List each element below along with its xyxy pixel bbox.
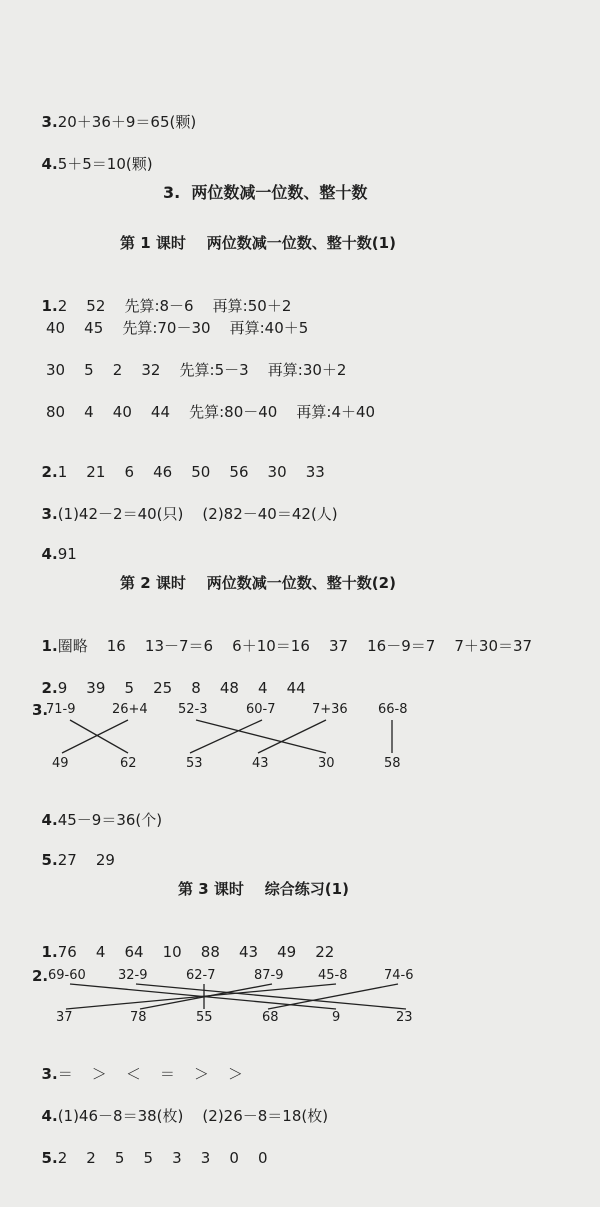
match-bottom-5: 9 (332, 1010, 341, 1025)
match-line (196, 720, 326, 753)
match-line (190, 720, 262, 753)
answer-text: (1)42－2＝40(只) (2)82－40＝42(人) (57, 505, 338, 523)
question-number: 3. (32, 701, 49, 719)
match-top-6: 74-6 (384, 968, 414, 983)
matching-lines (0, 980, 600, 1020)
lesson-title: 第 2 课时 两位数减一位数、整十数(2) (120, 574, 396, 592)
answer-text: 1 21 6 46 50 56 30 33 (57, 463, 325, 481)
match-bottom-1: 37 (56, 1010, 73, 1025)
match-top-3: 62-7 (186, 968, 216, 983)
match-bottom-4: 68 (262, 1010, 279, 1025)
answer-line (32, 922, 334, 962)
answer-text: 5＋5＝10(颗) (57, 155, 153, 173)
answer-line (32, 830, 115, 870)
match-bottom-6: 23 (396, 1010, 413, 1025)
question-number: 3. (41, 1065, 58, 1083)
answer-line (32, 1128, 268, 1168)
answer-text: 9 39 5 25 8 48 4 44 (57, 679, 306, 697)
answer-line (32, 1044, 243, 1084)
match-bottom-3: 53 (186, 756, 203, 771)
match-bottom-4: 43 (252, 756, 269, 771)
match-top-6: 66-8 (378, 702, 408, 717)
match-top-2: 32-9 (118, 968, 148, 983)
match-top-4: 87-9 (254, 968, 284, 983)
answer-line (32, 484, 338, 524)
match-line (268, 984, 398, 1009)
answer-text: 2 52 先算:8－6 再算:50＋2 (57, 297, 292, 315)
question-number: 2. (41, 463, 58, 481)
match-top-5: 45-8 (318, 968, 348, 983)
answer-text: ＝ ＞ ＜ ＝ ＞ ＞ (57, 1065, 244, 1083)
question-number: 2. (41, 679, 58, 697)
question-number: 1. (41, 297, 58, 315)
question-number: 5. (41, 851, 58, 869)
answer-line: 40 45 先算:70－30 再算:40＋5 (46, 319, 309, 337)
answer-line (32, 790, 162, 830)
answer-line (32, 442, 325, 482)
match-line (258, 720, 326, 753)
answer-line (32, 276, 291, 316)
answer-text: (1)46－8＝38(枚) (2)26－8＝18(枚) (57, 1107, 329, 1125)
answer-line (32, 524, 77, 564)
answer-line (32, 134, 153, 174)
answer-line (32, 658, 306, 698)
match-bottom-2: 62 (120, 756, 137, 771)
answer-line: 30 5 2 32 先算:5－3 再算:30＋2 (46, 361, 347, 379)
match-bottom-2: 78 (130, 1010, 147, 1025)
question-number: 3. (41, 113, 58, 131)
answer-line (32, 1086, 328, 1126)
question-number: 4. (41, 811, 58, 829)
answer-text: 2 2 5 5 3 3 0 0 (57, 1149, 268, 1167)
question-number: 4. (41, 1107, 58, 1125)
match-bottom-6: 58 (384, 756, 401, 771)
matching-lines (0, 715, 600, 775)
match-top-1: 71-9 (46, 702, 76, 717)
answer-text: 27 29 (57, 851, 115, 869)
question-number: 3. (41, 505, 58, 523)
match-bottom-3: 55 (196, 1010, 213, 1025)
question-number: 2. (32, 967, 49, 985)
match-bottom-5: 30 (318, 756, 335, 771)
question-number: 5. (41, 1149, 58, 1167)
question-number: 1. (41, 943, 58, 961)
match-top-5: 7+36 (312, 702, 348, 717)
lesson-title: 第 1 课时 两位数减一位数、整十数(1) (120, 234, 396, 252)
match-top-3: 52-3 (178, 702, 208, 717)
answer-text: 76 4 64 10 88 43 49 22 (57, 943, 335, 961)
match-line (136, 984, 406, 1009)
match-top-4: 60-7 (246, 702, 276, 717)
question-number: 4. (41, 545, 58, 563)
answer-text: 45－9＝36(个) (57, 811, 163, 829)
question-number: 4. (41, 155, 58, 173)
question-number: 1. (41, 637, 58, 655)
match-bottom-1: 49 (52, 756, 69, 771)
unit-title: 3. 两位数减一位数、整十数 (163, 183, 368, 202)
lesson-title: 第 3 课时 综合练习(1) (178, 880, 349, 898)
answer-text: 91 (57, 545, 77, 563)
match-top-2: 26+4 (112, 702, 148, 717)
answer-line: 80 4 40 44 先算:80－40 再算:4＋40 (46, 403, 376, 421)
answer-line (32, 616, 532, 656)
match-top-1: 69-60 (48, 968, 86, 983)
answer-text: 20＋36＋9＝65(颗) (57, 113, 197, 131)
answer-text: 圈略 16 13－7＝6 6＋10＝16 37 16－9＝7 7＋30＝37 (57, 637, 533, 655)
answer-line (32, 92, 196, 132)
